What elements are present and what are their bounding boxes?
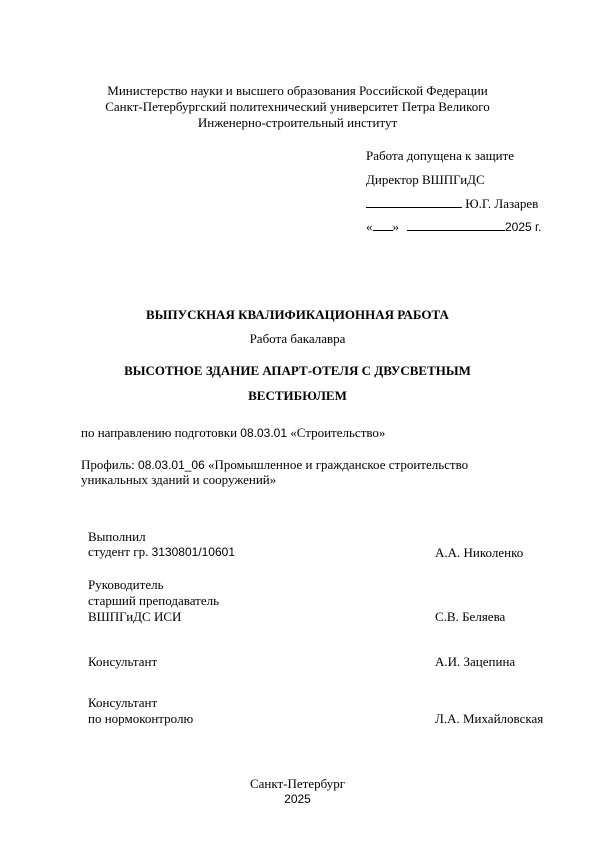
performer-label: Выполнил — [88, 529, 146, 544]
date-open-quote: « — [366, 219, 373, 234]
profile-line1 — [81, 457, 468, 473]
approval-date-line — [366, 218, 541, 236]
date-close-quote: » — [392, 219, 399, 234]
consultant1-name: А.И. Зацепина — [435, 654, 516, 669]
profile-prefix: Профиль: — [81, 457, 139, 472]
university-line: Санкт-Петербургский политехнический университет Петра Великого — [105, 99, 490, 114]
ministry-line: Министерство науки и высшего образования Российской Федерации — [107, 83, 488, 98]
direction-name: «Строительство» — [287, 425, 386, 440]
institute-line: Инженерно-строительный институт — [197, 115, 398, 130]
supervisor-name: С.В. Беляева — [435, 609, 506, 624]
footer-city: Санкт-Петербург — [249, 776, 346, 791]
date-year: 2025 г. — [505, 220, 542, 234]
signature-blank — [366, 195, 462, 208]
work-type-title: ВЫПУСКНАЯ КВАЛИФИКАЦИОННАЯ РАБОТА — [146, 307, 449, 322]
profile-code: 08.03.01_06 — [138, 458, 205, 472]
director-signature-line — [366, 195, 538, 212]
direction-prefix: по направлению подготовки — [81, 425, 241, 440]
consultant2-name: Л.А. Михайловская — [435, 711, 544, 726]
performer-role — [88, 544, 235, 560]
day-blank — [373, 219, 393, 231]
topic-title-line1: ВЫСОТНОЕ ЗДАНИЕ АПАРТ-ОТЕЛЯ С ДВУСВЕТНЫМ — [124, 363, 471, 378]
performer-name: А.А. Николенко — [435, 545, 524, 560]
footer-year: 2025 — [284, 792, 311, 806]
direction-line — [81, 425, 385, 441]
supervisor-dept: ВШПГиДС ИСИ — [88, 609, 182, 624]
profile-line2: уникальных зданий и сооружений» — [81, 472, 277, 487]
month-blank — [407, 219, 505, 231]
direction-code: 08.03.01 — [240, 426, 288, 440]
topic-title-line2: ВЕСТИБЮЛЕМ — [248, 388, 347, 403]
consultant2-label: Консультант — [88, 695, 158, 710]
admitted-line: Работа допущена к защите — [366, 148, 515, 163]
supervisor-label: Руководитель — [88, 577, 164, 592]
consultant1-label: Консультант — [88, 654, 158, 669]
performer-role-prefix: студент гр. — [88, 544, 152, 559]
director-name: Ю.Г. Лазарев — [465, 196, 539, 211]
work-subtype: Работа бакалавра — [249, 331, 346, 346]
performer-group: 3130801/10601 — [151, 545, 235, 559]
profile-name: «Промышленное и гражданское строительство — [204, 457, 469, 472]
supervisor-role: старший преподаватель — [88, 593, 220, 608]
director-line: Директор ВШПГиДС — [366, 172, 485, 187]
consultant2-role: по нормоконтролю — [88, 711, 194, 726]
